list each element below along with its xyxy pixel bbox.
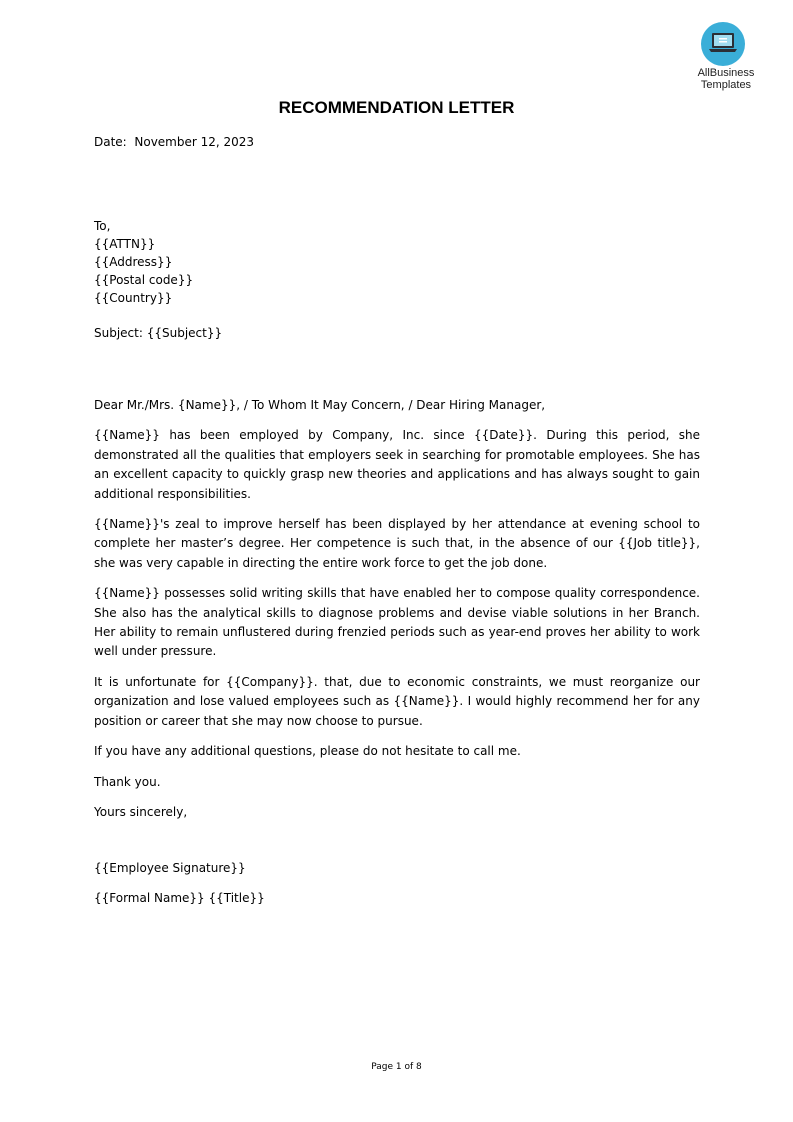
body-paragraph-3: {{Name}} possesses solid writing skills that have enabled her to compose quality correspondence. She also has the analytical skills to diagnose problems and devise viable solutions in her Branch. Her ability to remain unflustered during frenzied periods such as year-end proves her ability to work well under pressure. <box>94 586 700 659</box>
body-paragraph-4: It is unfortunate for {{Company}}. that, due to economic constraints, we must reorganize our organization and lose valued employees such as {{Name}}. I would highly recommend her for any position or career that she may now choose to pursue. <box>94 674 700 728</box>
body-paragraph-2: {{Name}}'s zeal to improve herself has been displayed by her attendance at evening school to complete her master’s degree. Her competence is such that, in the absence of our {{Job title}}, she was very capable in directing the entire work force to get the job done. <box>94 517 700 570</box>
allbusiness-logo <box>690 22 762 92</box>
letter-body <box>94 396 700 833</box>
subject-block <box>94 324 700 342</box>
subject-line: Subject: {{Subject}} <box>94 326 223 340</box>
recipient-country: {{Country}} <box>94 291 173 305</box>
logo-wordmark <box>690 67 762 91</box>
recipient-block <box>94 217 700 307</box>
logo-badge <box>701 22 745 66</box>
date-line <box>94 133 700 151</box>
document-title: RECOMMENDATION LETTER <box>278 98 515 117</box>
closing-sincerely: Yours sincerely, <box>94 804 188 819</box>
recipient-postal-code: {{Postal code}} <box>94 273 194 287</box>
recipient-attn: {{ATTN}} <box>94 237 156 251</box>
signature-block <box>94 859 700 877</box>
recipient-address: {{Address}} <box>94 255 173 269</box>
logo-line-2: Templates <box>700 79 752 91</box>
date-value: November 12, 2023 <box>134 135 255 149</box>
employee-signature: {{Employee Signature}} <box>94 861 246 875</box>
date-label: Date: <box>94 135 127 149</box>
formal-name-title: {{Formal Name}} {{Title}} <box>94 891 265 905</box>
page-number: Page 1 of 8 <box>371 1062 422 1072</box>
body-paragraph-1: {{Name}} has been employed by Company, Inc. since {{Date}}. During this period, she demonstrated all the qualities that employers seek in searching for promotable employees. She has an excellent capacity to quickly grasp new theories and applications and has always sought to gain additional responsibilities. <box>94 428 700 501</box>
logo-line-1: AllBusiness <box>697 67 755 79</box>
body-paragraph-5: If you have any additional questions, please do not hesitate to call me. <box>94 744 521 759</box>
recipient-to: To, <box>94 219 111 233</box>
salutation: Dear Mr./Mrs. {Name}}, / To Whom It May Concern, / Dear Hiring Manager, <box>94 398 546 412</box>
formal-name-block <box>94 889 700 907</box>
closing-thanks: Thank you. <box>94 774 161 789</box>
laptop-icon <box>709 32 737 56</box>
